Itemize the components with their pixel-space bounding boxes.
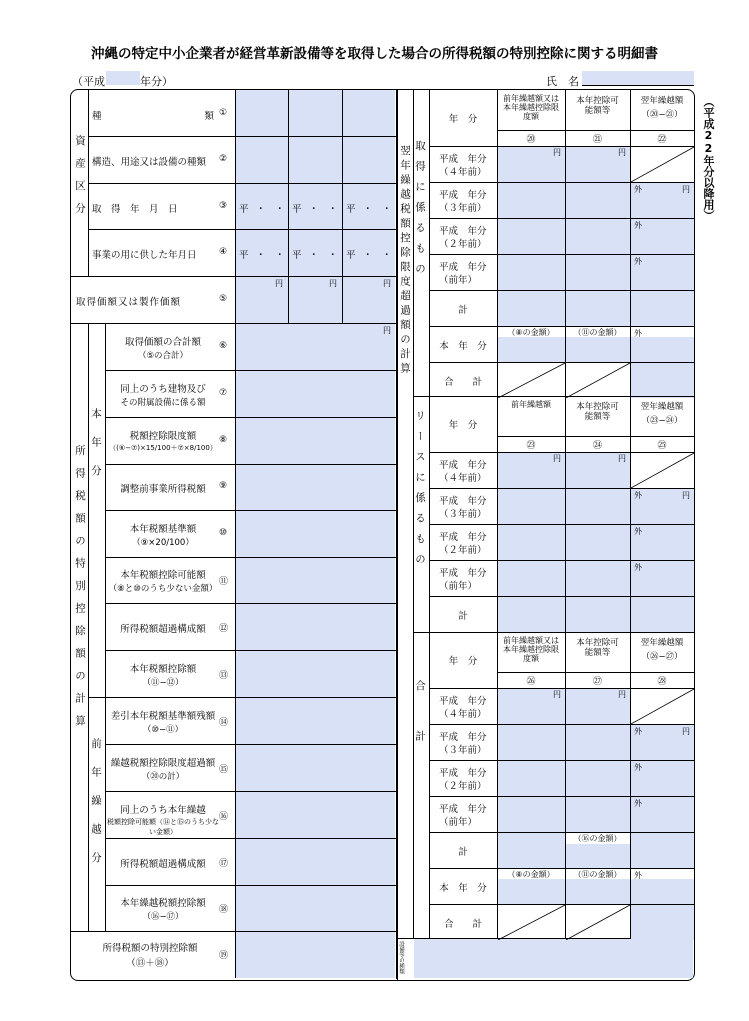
input-acq-honnen[interactable]	[498, 337, 694, 362]
col-num-lease-2: ㉕	[657, 441, 667, 451]
diag-total-gk-b	[566, 905, 630, 940]
credit-label-18: 本年繰越税額控除額	[120, 898, 206, 909]
credit-label-6: 取得価額の合計額	[124, 336, 201, 348]
bottom-note-input[interactable]	[414, 939, 693, 978]
col-year-total: 年 分	[448, 656, 478, 667]
input-acq-yr1[interactable]	[498, 183, 630, 218]
credit-label-7: 同上のうち建物及び	[120, 383, 206, 395]
credit-sub-7: その附属設備に係る額	[120, 397, 206, 408]
num-1: ①	[219, 108, 228, 118]
num-12: ⑫	[219, 623, 229, 634]
credit-sub-18: （⑯−⑰）	[142, 912, 184, 922]
acq-cost-input-area[interactable]	[235, 276, 395, 323]
input-lease-yr1[interactable]	[498, 489, 630, 524]
input-total-yr1[interactable]	[498, 725, 630, 760]
acq-cost-label: 取得価額又は製作価額	[76, 297, 182, 308]
col-b-lease: 本年控除可能額等	[576, 402, 619, 422]
credit-label-10: 本年税額基準額	[129, 523, 197, 535]
num-10: ⑩	[219, 527, 228, 538]
num-7: ⑦	[219, 387, 228, 398]
col-c-formula-total: （㉖−㉗）	[641, 652, 683, 662]
year-label-lease-3: 平成 年分	[439, 568, 487, 579]
col-num-acq-2: ㉒	[657, 135, 667, 145]
year-label-acq-0: 平成 年分	[439, 154, 487, 165]
row-label-structure: 構造、用途又は設備の種類	[92, 157, 207, 168]
right-group-label: 翌年繰越税額控除限度超過額の計算	[399, 145, 411, 377]
credit-label-11: 本年税額控除可能額	[120, 570, 206, 581]
num-16: ⑯	[219, 811, 229, 822]
kei-lease: 計	[458, 611, 468, 622]
section-label-lease: リースに係るもの	[414, 410, 426, 574]
input-total-honnen[interactable]	[498, 879, 694, 904]
year-label-lease-1: 平成 年分	[439, 496, 487, 507]
kei-total: 計	[458, 847, 468, 858]
diag-total-4yr	[631, 689, 694, 724]
diag-total-gk-a	[498, 905, 565, 940]
current-group-label: 本年分	[90, 408, 102, 494]
diag-acq-gk-a	[498, 363, 565, 398]
col-c-formula-lease: （㉓−㉔）	[641, 416, 683, 426]
year-label-acq-3: 平成 年分	[439, 262, 487, 273]
col-c-formula-acq: （⑳−㉑）	[641, 110, 683, 120]
credit-label-16: 同上のうち本年繰越	[120, 804, 206, 816]
num-4: ④	[219, 247, 228, 257]
credit-sub-6: （⑤の合計）	[137, 350, 189, 361]
credit-sub-15: （⑳の計）	[141, 771, 185, 782]
goukei-total: 合 計	[443, 919, 482, 930]
input-acq-yr3[interactable]	[498, 255, 630, 290]
carry-group-label: 前年繰越分	[90, 738, 102, 881]
bottom-note: 設備等の種類	[398, 941, 404, 974]
year-label-total-3: 平成 年分	[439, 804, 487, 815]
col-c-total: 翌年繰越額	[640, 638, 684, 648]
date-prefix: 平	[239, 204, 249, 215]
num-19: ⑲	[219, 951, 229, 961]
row-label-kind: 種 類	[92, 111, 214, 122]
col-a-acq: 前年繰越額又は本年繰越控除限度額	[503, 94, 559, 121]
asset-group-label: 資産区分	[74, 135, 86, 225]
num-18: ⑱	[219, 905, 229, 915]
col-b-total: 本年控除可能額等	[576, 638, 619, 658]
input-lease-yr3[interactable]	[498, 561, 630, 596]
credit-group-label: 所得税額の特別控除額の計算	[74, 445, 86, 738]
name-label: 氏 名	[546, 75, 579, 88]
num-2: ②	[219, 154, 228, 164]
input-total-yr2[interactable]	[498, 761, 630, 796]
col-a-lease: 前年繰越額	[511, 400, 551, 409]
section-label-acq: 取得に係るもの	[414, 140, 426, 284]
input-total-goukei[interactable]	[631, 905, 694, 940]
year-label-lease-2: 平成 年分	[439, 532, 487, 543]
side-note: （平成22年分以降用）	[702, 96, 715, 221]
total-sub: （⑬＋⑱）	[126, 958, 174, 969]
credit-label-12: 所得税額超過構成額	[120, 623, 206, 635]
num-6: ⑥	[219, 340, 228, 351]
credit-sub-10: （⑨×20/100）	[132, 537, 194, 548]
year-label-acq-2: 平成 年分	[439, 226, 487, 237]
col-num-acq-1: ㉑	[592, 135, 602, 145]
credit-label-9: 調整前事業所得税額	[120, 484, 206, 495]
credit-sub-14: （⑩−⑪）	[142, 724, 184, 735]
honnen-total: 本 年 分	[439, 883, 487, 894]
name-input[interactable]	[582, 71, 694, 86]
year-label-acq-1: 平成 年分	[439, 190, 487, 201]
col-c-acq: 翌年繰越額	[640, 96, 684, 106]
col-num-total-2: ㉘	[657, 677, 667, 687]
goukei-acq: 合 計	[443, 377, 482, 388]
honnen-acq: 本 年 分	[439, 341, 487, 352]
col-num-total-0: ㉖	[526, 677, 536, 687]
section-label-total: 合計	[414, 680, 426, 781]
credit-sub-11: （⑧と⑩のうち少ない金額）	[108, 584, 218, 594]
year-suffix: 年分）	[140, 75, 173, 88]
year-input[interactable]	[106, 71, 140, 85]
year-label-lease-0: 平成 年分	[439, 460, 487, 471]
credit-label-13: 本年税額控除額	[129, 663, 197, 675]
row-label-use-date: 事業の用に供した年月日	[92, 250, 197, 261]
credit-label-14: 差引本年税額基準額残額	[110, 710, 216, 722]
col-b-acq: 本年控除可能額等	[576, 96, 619, 116]
year-label-total-0: 平成 年分	[439, 696, 487, 707]
num-9: ⑨	[219, 481, 228, 491]
credit-sub-8: （(⑥−⑦)×15/100＋⑦×8/100）	[109, 443, 217, 452]
num-17: ⑰	[219, 858, 229, 869]
credit-sub-16: 税額控除可能額（⑭と⑮のうち少ない金額）	[107, 817, 219, 836]
credit-label-8: 税額控除限度額	[129, 430, 197, 442]
col-year-lease: 年 分	[448, 420, 478, 431]
col-a-total: 前年繰越額又は本年繰越控除限度額	[503, 636, 559, 663]
input-lease-kei[interactable]	[498, 597, 694, 632]
num-11: ⑪	[219, 577, 229, 587]
col-num-total-1: ㉗	[592, 677, 602, 687]
input-acq-yr2[interactable]	[498, 219, 630, 254]
input-acq-yr0[interactable]	[498, 147, 630, 182]
input-lease-yr2[interactable]	[498, 525, 630, 560]
kei-acq: 計	[458, 305, 468, 316]
input-total-yr0[interactable]	[498, 689, 630, 724]
row-label-acq-date: 取 得 年 月 日	[92, 204, 178, 215]
credit-label-17: 所得税額超過構成額	[120, 858, 206, 870]
credit-label-15: 繰越税額控除限度超過額	[110, 757, 216, 769]
total-label: 所得税額の特別控除額	[102, 943, 198, 954]
col-year-acq: 年 分	[448, 114, 478, 125]
year-label-total-1: 平成 年分	[439, 732, 487, 743]
credit-sub-13: （⑪−⑫）	[142, 677, 184, 688]
input-acq-goukei[interactable]	[631, 363, 694, 398]
col-num-lease-1: ㉔	[592, 441, 602, 451]
col-num-acq-0: ⑳	[526, 135, 536, 145]
input-acq-kei[interactable]	[498, 291, 694, 326]
num-3: ③	[219, 201, 228, 211]
col-num-lease-0: ㉓	[526, 441, 536, 451]
year-label-total-2: 平成 年分	[439, 768, 487, 779]
num-14: ⑭	[219, 717, 229, 728]
num-13: ⑬	[219, 670, 229, 681]
diag-acq-4yr	[631, 147, 694, 182]
input-total-yr3[interactable]	[498, 797, 630, 832]
num-8: ⑧	[219, 434, 228, 445]
num-15: ⑮	[219, 764, 229, 775]
num-5: ⑤	[219, 294, 228, 304]
page-title: 沖縄の特定中小企業者が経営革新設備等を取得した場合の所得税額の特別控除に関する明細書	[91, 46, 658, 62]
col-c-lease: 翌年繰越額	[640, 402, 684, 412]
input-lease-yr0[interactable]	[498, 453, 630, 488]
diag-lease-4yr	[631, 453, 694, 488]
diag-acq-gk-b	[566, 363, 630, 398]
year-prefix: （平成	[72, 75, 105, 88]
